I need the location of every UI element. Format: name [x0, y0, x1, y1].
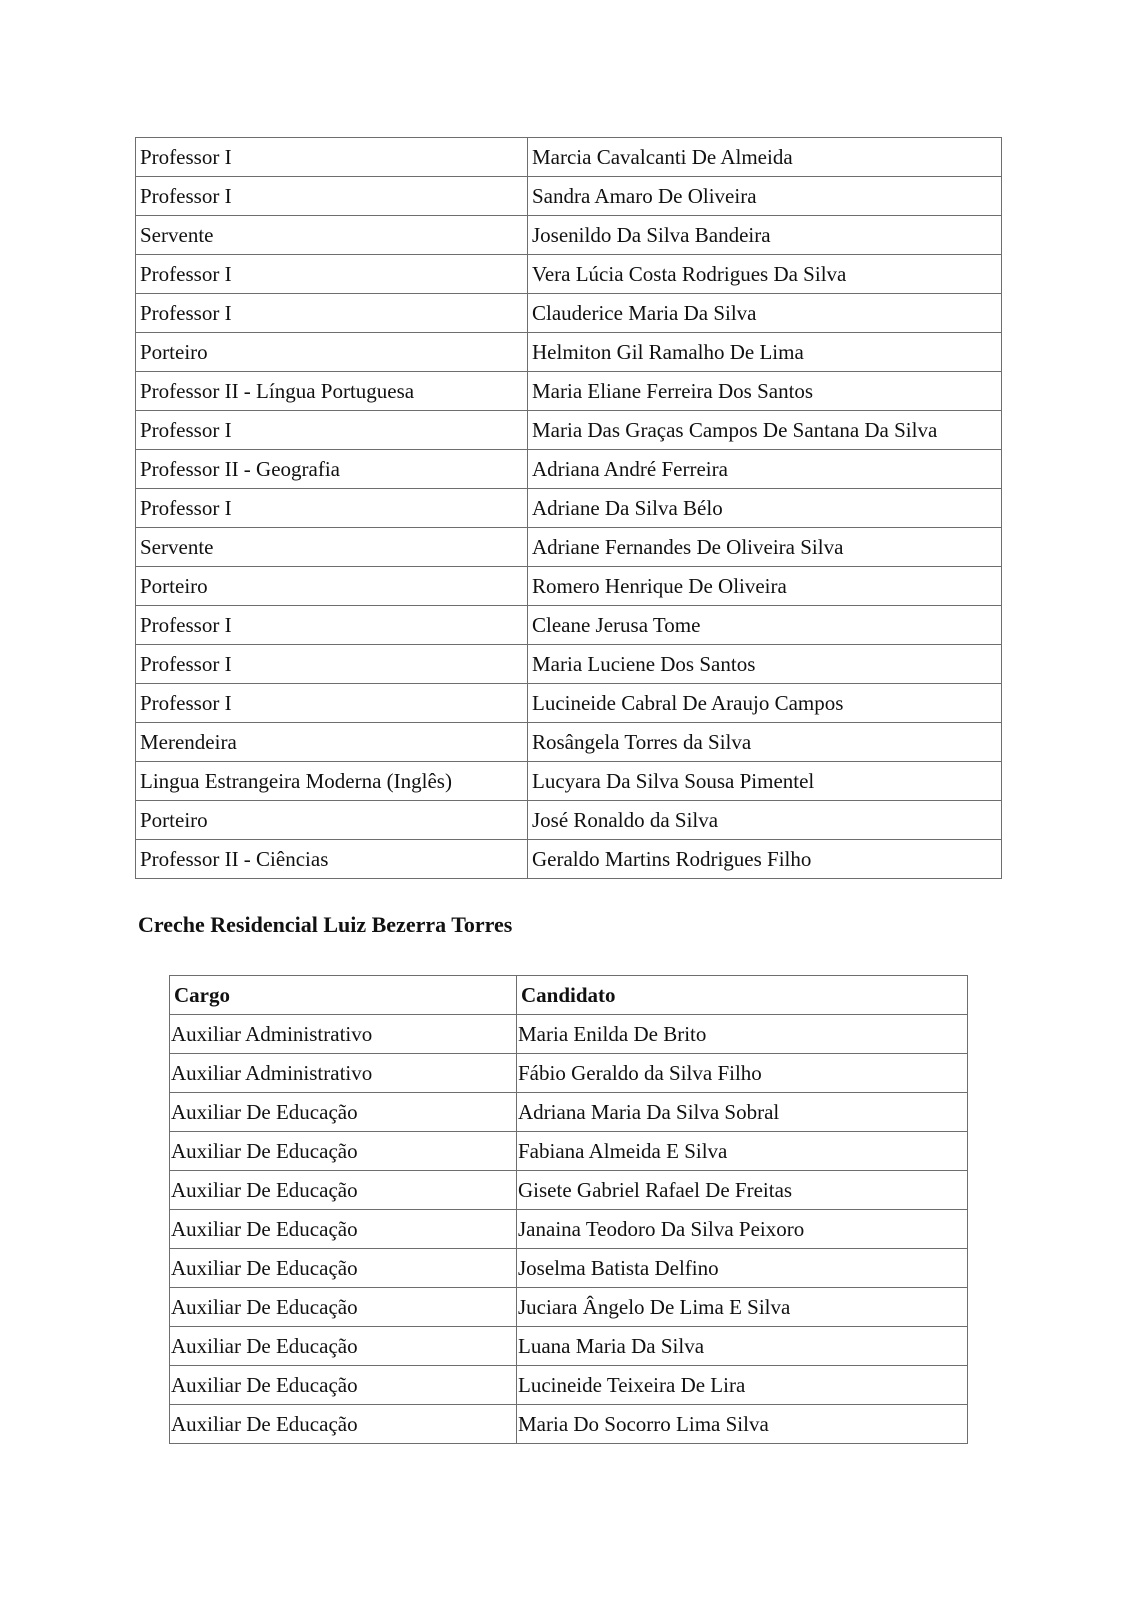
- table-row: [136, 606, 1002, 645]
- table-row: [136, 723, 1002, 762]
- table-row: [136, 177, 1002, 216]
- candidato-cell: Romero Henrique De Oliveira: [528, 567, 1002, 606]
- table-row: [136, 411, 1002, 450]
- table-row: [170, 1210, 968, 1249]
- cargo-cell: Auxiliar Administrativo: [170, 1054, 517, 1093]
- cargo-cell: Professor II - Ciências: [136, 840, 528, 879]
- creche-staff-table-body: [170, 976, 968, 1444]
- cargo-cell: Professor II - Geografia: [136, 450, 528, 489]
- cargo-cell: Professor I: [136, 411, 528, 450]
- candidato-cell: Maria Das Graças Campos De Santana Da Silva: [528, 411, 1002, 450]
- cargo-cell: Professor I: [136, 606, 528, 645]
- candidato-cell: Lucineide Cabral De Araujo Campos: [528, 684, 1002, 723]
- candidato-cell: Clauderice Maria Da Silva: [528, 294, 1002, 333]
- cargo-cell: Auxiliar De Educação: [170, 1366, 517, 1405]
- table-row: [136, 528, 1002, 567]
- candidato-cell: Lucineide Teixeira De Lira: [517, 1366, 968, 1405]
- cargo-cell: Professor I: [136, 684, 528, 723]
- candidato-cell: Joselma Batista Delfino: [517, 1249, 968, 1288]
- candidato-cell: Marcia Cavalcanti De Almeida: [528, 138, 1002, 177]
- candidato-cell: Luana Maria Da Silva: [517, 1327, 968, 1366]
- cargo-cell: Auxiliar De Educação: [170, 1093, 517, 1132]
- cargo-cell: Professor I: [136, 489, 528, 528]
- candidato-cell: Geraldo Martins Rodrigues Filho: [528, 840, 1002, 879]
- cargo-cell: Professor I: [136, 138, 528, 177]
- table-row: [136, 645, 1002, 684]
- cargo-cell: Auxiliar De Educação: [170, 1327, 517, 1366]
- candidato-cell: Helmiton Gil Ramalho De Lima: [528, 333, 1002, 372]
- table-row: [136, 567, 1002, 606]
- cargo-cell: Lingua Estrangeira Moderna (Inglês): [136, 762, 528, 801]
- candidato-cell: José Ronaldo da Silva: [528, 801, 1002, 840]
- candidato-cell: Maria Do Socorro Lima Silva: [517, 1405, 968, 1444]
- cargo-cell: Auxiliar De Educação: [170, 1249, 517, 1288]
- cargo-cell: Servente: [136, 216, 528, 255]
- table-row: [170, 1366, 968, 1405]
- cargo-cell: Porteiro: [136, 801, 528, 840]
- cargo-cell: Professor I: [136, 645, 528, 684]
- table-row: [136, 255, 1002, 294]
- table-row: [170, 1405, 968, 1444]
- table-row: [170, 1288, 968, 1327]
- candidato-cell: Cleane Jerusa Tome: [528, 606, 1002, 645]
- table-row: [136, 840, 1002, 879]
- column-header-cargo: Cargo: [170, 976, 517, 1015]
- table-row: [170, 1171, 968, 1210]
- table-row: [170, 1132, 968, 1171]
- section-heading: Creche Residencial Luiz Bezerra Torres: [138, 912, 513, 937]
- candidato-cell: Maria Enilda De Brito: [517, 1015, 968, 1054]
- table-row: [136, 333, 1002, 372]
- candidato-cell: Adriane Da Silva Bélo: [528, 489, 1002, 528]
- table-header-row: [170, 976, 968, 1015]
- table-row: [136, 762, 1002, 801]
- table-row: [136, 216, 1002, 255]
- cargo-cell: Auxiliar Administrativo: [170, 1015, 517, 1054]
- candidato-cell: Lucyara Da Silva Sousa Pimentel: [528, 762, 1002, 801]
- table-row: [170, 1015, 968, 1054]
- cargo-cell: Porteiro: [136, 333, 528, 372]
- table-row: [170, 1249, 968, 1288]
- candidato-cell: Adriana André Ferreira: [528, 450, 1002, 489]
- candidato-cell: Maria Eliane Ferreira Dos Santos: [528, 372, 1002, 411]
- candidato-cell: Juciara Ângelo De Lima E Silva: [517, 1288, 968, 1327]
- table-row: [136, 450, 1002, 489]
- table-row: [136, 138, 1002, 177]
- staff-table-continued: [135, 137, 1002, 879]
- cargo-cell: Professor I: [136, 255, 528, 294]
- cargo-cell: Porteiro: [136, 567, 528, 606]
- candidato-cell: Gisete Gabriel Rafael De Freitas: [517, 1171, 968, 1210]
- candidato-cell: Vera Lúcia Costa Rodrigues Da Silva: [528, 255, 1002, 294]
- cargo-cell: Auxiliar De Educação: [170, 1171, 517, 1210]
- candidato-cell: Sandra Amaro De Oliveira: [528, 177, 1002, 216]
- table-row: [170, 1093, 968, 1132]
- cargo-cell: Professor I: [136, 294, 528, 333]
- cargo-cell: Professor I: [136, 177, 528, 216]
- cargo-cell: Professor II - Língua Portuguesa: [136, 372, 528, 411]
- table-row: [170, 1054, 968, 1093]
- table-row: [170, 1327, 968, 1366]
- candidato-cell: Maria Luciene Dos Santos: [528, 645, 1002, 684]
- staff-table-body: [136, 138, 1002, 879]
- candidato-cell: Rosângela Torres da Silva: [528, 723, 1002, 762]
- candidato-cell: Janaina Teodoro Da Silva Peixoro: [517, 1210, 968, 1249]
- cargo-cell: Auxiliar De Educação: [170, 1132, 517, 1171]
- candidato-cell: Josenildo Da Silva Bandeira: [528, 216, 1002, 255]
- cargo-cell: Auxiliar De Educação: [170, 1405, 517, 1444]
- cargo-cell: Auxiliar De Educação: [170, 1210, 517, 1249]
- table-row: [136, 489, 1002, 528]
- table-row: [136, 684, 1002, 723]
- cargo-cell: Merendeira: [136, 723, 528, 762]
- candidato-cell: Fabiana Almeida E Silva: [517, 1132, 968, 1171]
- candidato-cell: Fábio Geraldo da Silva Filho: [517, 1054, 968, 1093]
- candidato-cell: Adriane Fernandes De Oliveira Silva: [528, 528, 1002, 567]
- table-row: [136, 294, 1002, 333]
- cargo-cell: Auxiliar De Educação: [170, 1288, 517, 1327]
- cargo-cell: Servente: [136, 528, 528, 567]
- creche-staff-table: [169, 975, 968, 1444]
- table-row: [136, 801, 1002, 840]
- candidato-cell: Adriana Maria Da Silva Sobral: [517, 1093, 968, 1132]
- column-header-candidato: Candidato: [517, 976, 968, 1015]
- table-row: [136, 372, 1002, 411]
